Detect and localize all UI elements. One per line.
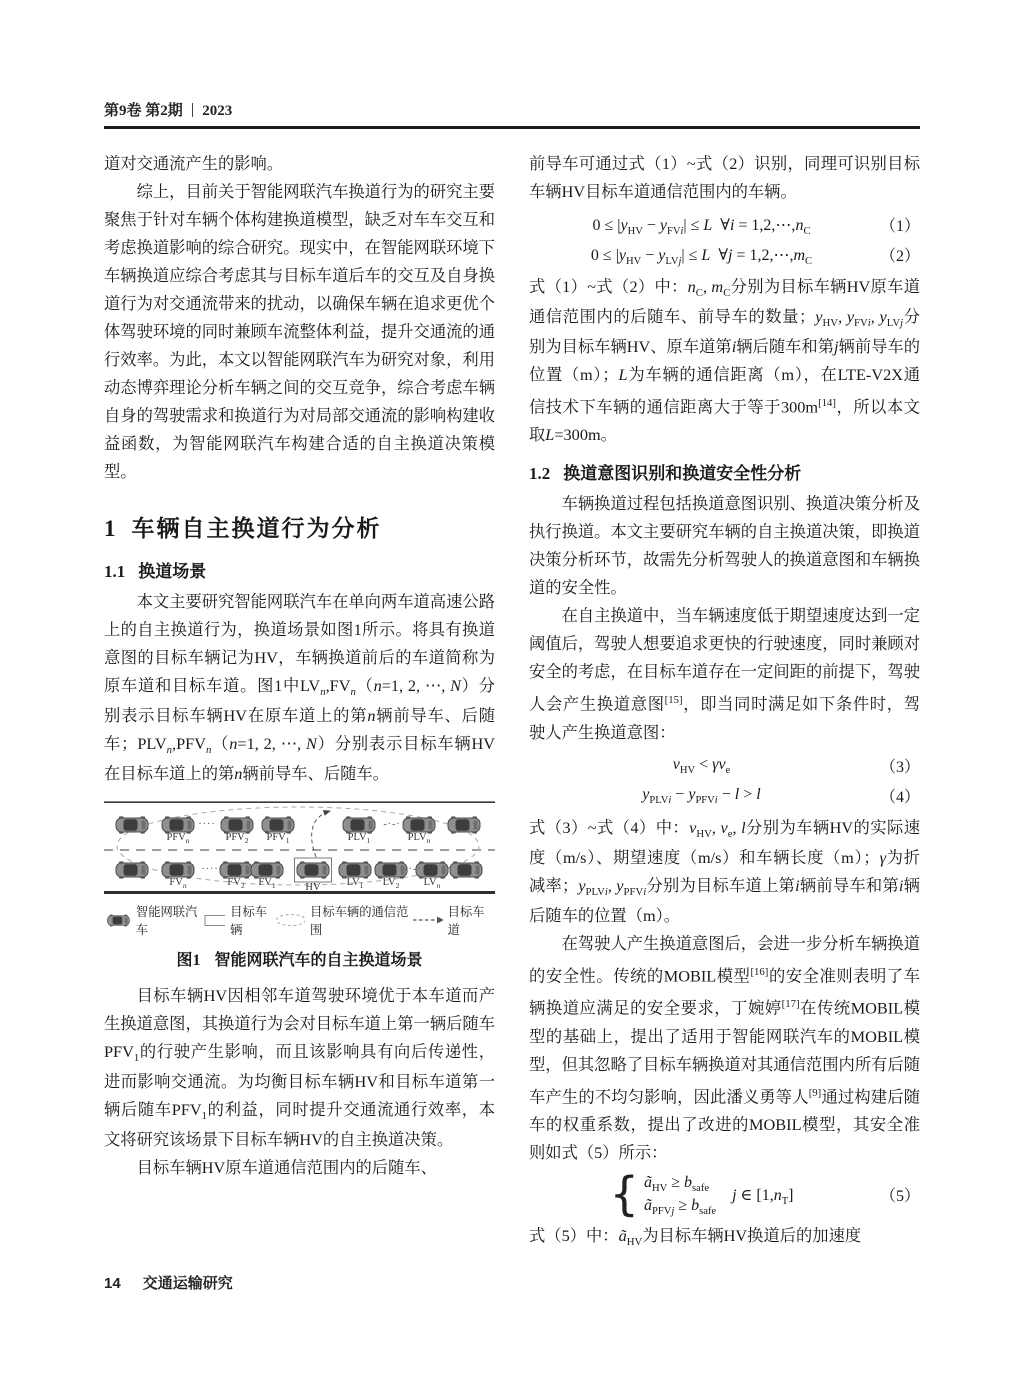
- equation-1: [529, 213, 920, 236]
- cases-lines: [644, 1174, 717, 1218]
- lane-change-diagram: [104, 800, 495, 895]
- equation-number: （4）: [879, 788, 920, 806]
- equation-body: $0 \le |y_{HV} - y_{FVi}| \le L$ ∀i = $1,2,\cdots,n_C$: [592, 216, 811, 237]
- ellipsis-mark: ····: [201, 864, 219, 875]
- page-footer: [104, 1272, 233, 1293]
- ellipsis-mark: -·-·: [383, 819, 401, 830]
- section-heading-1: [104, 510, 495, 543]
- legend-label: 目标车辆的通信范围: [310, 905, 409, 937]
- section-number: 1: [104, 516, 116, 541]
- legend-item-range: [275, 902, 412, 938]
- rectangle-icon: [204, 914, 225, 927]
- cases-brace: {: [609, 1166, 640, 1221]
- subsection-title: 换道意图识别和换道安全性分析: [563, 464, 802, 484]
- header-rule: [104, 126, 920, 129]
- equation-5: [529, 1166, 920, 1221]
- paragraph: 目标车辆HV因相邻车道驾驶环境优于本车道而产生换道意图，其换道行为会对目标车道上第一辆后随车$PFV_1$的行驶产生影响，而且该影响具有向后传递性，进而影响交通流。为均衡目标车辆HV和目标车道第一辆后随车$PFV_1$的利益，同时提升交通流通行效率，本文将研究该场景下目标车辆HV的自主换道决策。: [104, 986, 495, 1149]
- subsection-heading-1-1: [104, 557, 495, 582]
- vehicle-label: $PFV_2$: [225, 832, 249, 845]
- legend-label: 目标车辆: [230, 905, 268, 937]
- paragraph: 在驾驶人产生换道意图后，会进一步分析车辆换道的安全性。传统的MOBIL模型[16]的安全准则表明了车辆换道应满足的安全要求，丁婉婷[17]在传统MOBIL模型的基础上，提出了适用于智能网联汽车的MOBIL模型，但其忽略了目标车辆换道对其通信范围内所有后随车产生的不均匀影响，因此潘义勇等人[9]通过构建后随车的权重系数，提出了改进的MOBIL模型，其安全准则如式（5）所示：: [529, 933, 920, 1163]
- dashed-ellipse-icon: [275, 913, 305, 927]
- year: 2023: [202, 103, 233, 119]
- equation-3: [529, 754, 920, 777]
- vehicle-label: $FV_2$: [227, 877, 245, 890]
- right-column: [529, 150, 920, 1252]
- paragraph: 在自主换道中，当车辆速度低于期望速度达到一定阈值后，驾驶人想要追求更快的行驶速度，同时兼顾对安全的考虑，在目标车道存在一定间距的前提下，驾驶人会产生换道意图[15]，即当同时满足如下条件时，驾驶人产生换道意图：: [529, 606, 920, 742]
- figure-title: 智能网联汽车的自主换道场景: [214, 952, 423, 969]
- equation-number: （3）: [879, 758, 920, 776]
- page-header: [104, 99, 232, 120]
- header-divider: [192, 103, 194, 117]
- figure-1: [104, 800, 495, 970]
- paragraph: 目标车辆HV原车道通信范围内的后随车、: [136, 1158, 437, 1177]
- figure-caption: [104, 947, 495, 970]
- paragraph: 前导车可通过式（1）~式（2）识别，同理可识别目标车辆HV目标车道通信范围内的车辆。: [529, 154, 920, 201]
- legend-item-lane: [412, 902, 493, 938]
- volume-issue: 第9卷 第2期: [104, 103, 183, 119]
- paragraph: 式（5）中：$ã_{HV}$为目标车辆HV换道后的加速度: [529, 1226, 862, 1249]
- subsection-heading-1-2: [529, 459, 920, 484]
- equation-body: $y_{PLVi} - y_{PFVi} - l > l$: [642, 786, 761, 807]
- equation-number: （1）: [879, 218, 920, 235]
- section-title: 车辆自主换道行为分析: [131, 516, 382, 541]
- paragraph: 道对交通流产生的影响。: [104, 154, 284, 173]
- car-icon: [106, 914, 131, 927]
- paragraph: 式（1）~式（2）中：$n_C$, $m_C$分别为目标车辆HV原车道通信范围内的后随车、前导车的数量；$y_{HV}$, $y_{FVi}$, $y_{LVj}$分别为目标车辆HV、原车道第i辆后随车和第j辆前导车的位置（m）；L为车辆的通信距离（m），在LTE-V2X通信技术下车辆的通信距离大于等于300m[14]，所以本文取L=300m。: [529, 277, 921, 445]
- case-line: $ã_{HV} \ge b_{safe}$: [644, 1174, 710, 1195]
- subsection-number: 1.2: [529, 464, 551, 484]
- vehicle-label: $FV_1$: [258, 877, 276, 890]
- two-column-body: [104, 150, 920, 1252]
- paragraph: 式（3）~式（4）中：$v_{HV}$, $v_e$, l分别为车辆HV的实际速度（m/s）、期望速度（m/s）和车辆长度（m）；γ为折减率；$y_{PLVi}$, $y_{PFVi}$分别为目标车道上第i辆前导车和第i辆后随车的位置（m）。: [529, 817, 920, 925]
- subsection-number: 1.1: [104, 562, 126, 581]
- paragraph: 车辆换道过程包括换道意图识别、换道决策分析及执行换道。本文主要研究车辆的自主换道决策，即换道决策分析环节，故需先分析驾驶人的换道意图和车辆换道的安全性。: [529, 494, 920, 598]
- dashed-arrow-icon: [412, 915, 442, 925]
- ellipsis-mark: ····: [198, 819, 216, 830]
- equation-4: [529, 784, 920, 807]
- legend-item-vehicle: [106, 902, 204, 938]
- vehicle-label: $FV_n$: [169, 877, 187, 890]
- vehicle-label: $PLV_n$: [407, 832, 431, 845]
- subsection-title: 换道场景: [138, 562, 207, 581]
- equation-2: [529, 243, 920, 266]
- journal-name: 交通运输研究: [142, 1276, 233, 1292]
- equation-condition: j ∈ $[1,n_T]$: [732, 1186, 794, 1207]
- equation-body: $v_{HV} < \gamma v_e$: [672, 756, 731, 777]
- equation-number: （5）: [879, 1188, 920, 1206]
- equation-body: $0 \le |y_{HV} - y_{LVj}| \le L$ ∀j = $1,2,\cdots,m_C$: [590, 246, 813, 267]
- paragraph: 本文主要研究智能网联汽车在单向两车道高速公路上的自主换道行为，换道场景如图1所示。将具有换道意图的目标车辆记为HV，车辆换道前后的车道简称为原车道和目标车道。图1中$LV_n,FV_n(n=1$, 2, ⋯, N）分别表示目标车辆HV在原车道上的第n辆前导车、后随车；$PLV_n,PFV_n(n=1$, 2, ⋯, N）分别表示目标车辆HV在目标车道上的第n辆前导车、后随车。: [104, 592, 495, 783]
- left-column: [104, 150, 495, 1252]
- target-vehicle-label: HV: [305, 882, 321, 893]
- vehicle-label: $LV_n$: [423, 877, 441, 890]
- equation-number: （2）: [879, 248, 920, 265]
- page-number: 14: [104, 1275, 121, 1292]
- vehicle-label: $LV_2$: [382, 877, 400, 890]
- legend-label: 智能网联汽车: [135, 905, 198, 937]
- vehicle-label: $PFV_n$: [166, 832, 190, 845]
- ellipsis-mark: -·-·: [404, 864, 422, 875]
- vehicle-label: $PLV_1$: [347, 832, 371, 845]
- equation-body: [529, 1166, 874, 1221]
- case-line: $ã_{PFVj} \ge b_{safe}$: [644, 1197, 717, 1218]
- figure-number: 图1: [176, 952, 201, 969]
- legend-item-target: [204, 902, 276, 938]
- legend-label: 目标车道: [447, 905, 485, 937]
- figure-legend: [104, 902, 495, 938]
- vehicle-label: $PFV_1$: [266, 832, 290, 845]
- paragraph: 综上，目前关于智能网联汽车换道行为的研究主要聚焦于针对车辆个体构建换道模型，缺乏对车车交互和考虑换道影响的综合研究。现实中，在智能网联环境下车辆换道应综合考虑其与目标车道后车的交互及自身换道行为对交通流带来的扰动，以确保车辆在追求更优个体驾驶环境的同时兼顾车流整体利益，提升交通流的通行效率。为此，本文以智能网联汽车为研究对象，利用动态博弈理论分析车辆之间的交互竞争，综合考虑车辆自身的驾驶需求和换道行为对局部交通流的影响构建收益函数，为智能网联汽车构建合适的自主换道决策模型。: [104, 182, 495, 481]
- vehicle-label: $LV_1$: [346, 877, 364, 890]
